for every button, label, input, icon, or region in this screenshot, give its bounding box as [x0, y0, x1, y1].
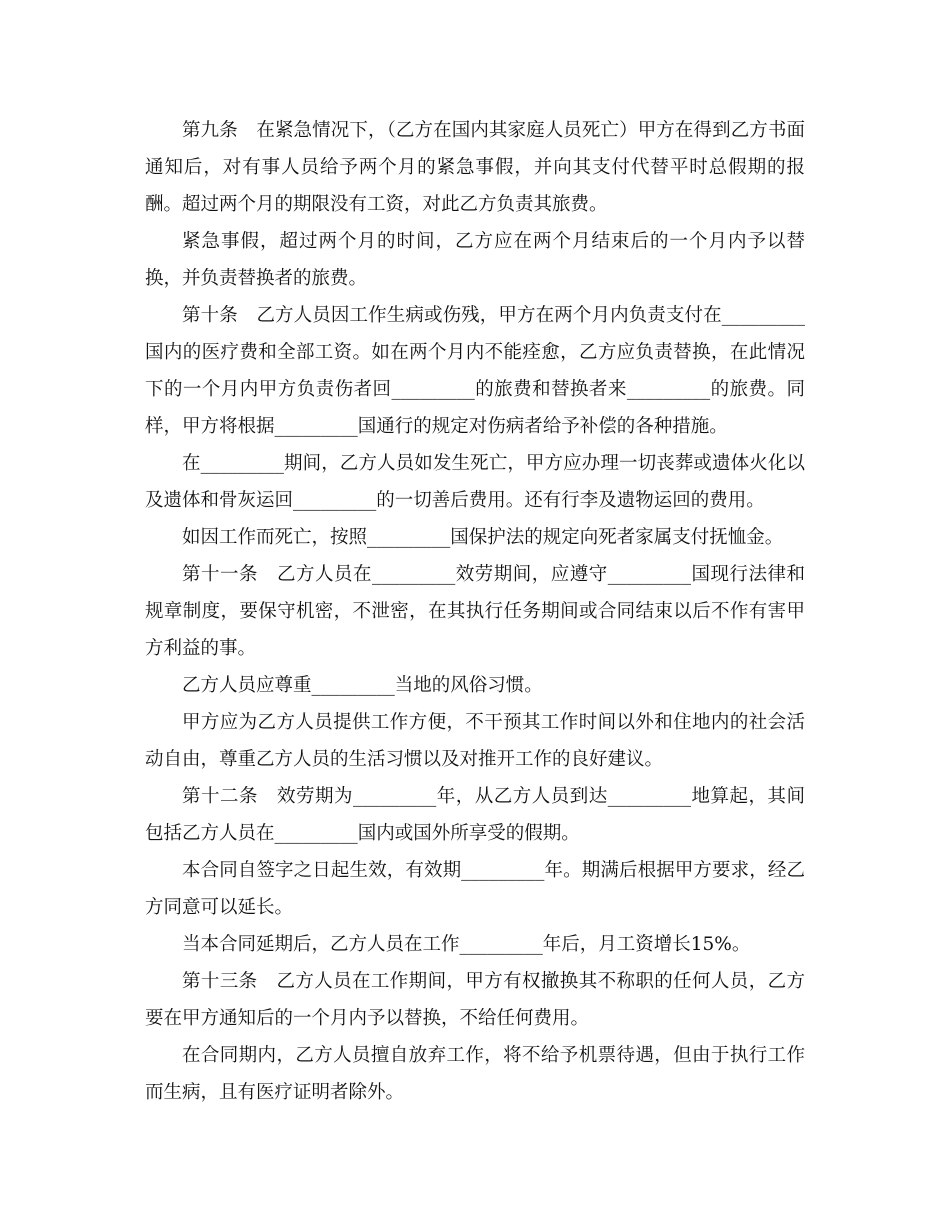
- paragraph-extension-salary: 当本合同延期后，乙方人员在工作_________年后，月工资增长15%。: [182, 934, 751, 955]
- paragraph-abandonment: 在合同期内，乙方人员擅自放弃工作，将不给予机票待遇，但由于执行工作而生病，且有医疗证明者除外。: [145, 1045, 805, 1103]
- paragraph-local-customs: 乙方人员应尊重_________当地的风俗习惯。: [182, 675, 543, 696]
- paragraph-validity: 本合同自签字之日起生效，有效期_________年。期满后根据甲方要求，经乙方同意可以延长。: [145, 860, 805, 918]
- paragraph-death-arrangements: 在_________期间，乙方人员如发生死亡，甲方应办理一切丧葬或遗体火化以及遗体和骨灰运回_________的一切善后费用。还有行李及遗物运回的费用。: [145, 453, 805, 511]
- paragraph-article-13: 第十三条 乙方人员在工作期间，甲方有权撤换其不称职的任何人员，乙方要在甲方通知后的一个月内予以替换，不给任何费用。: [145, 971, 805, 1029]
- paragraph-article-9: 第九条 在紧急情况下，（乙方在国内其家庭人员死亡）甲方在得到乙方书面通知后，对有事人员给予两个月的紧急事假，并向其支付代替平时总假期的报酬。超过两个月的期限没有工资，对此乙方负责其旅费。: [145, 120, 805, 215]
- paragraph-article-10: 第十条 乙方人员因工作生病或伤残，甲方在两个月内负责支付在_________国内的医疗费和全部工资。如在两个月内不能痊愈，乙方应负责替换，在此情况下的一个月内甲方负责伤者回_________的旅费和替换者来_________的旅费。同样，甲方将根据_________国通行的规定对伤病者给予补偿的各种措施。: [145, 305, 805, 437]
- paragraph-work-convenience: 甲方应为乙方人员提供工作方便，不干预其工作时间以外和住地内的社会活动自由，尊重乙方人员的生活习惯以及对推开工作的良好建议。: [145, 712, 805, 770]
- paragraph-pension: 如因工作而死亡，按照_________国保护法的规定向死者家属支付抚恤金。: [182, 527, 784, 548]
- paragraph-article-11: 第十一条 乙方人员在_________效劳期间，应遵守_________国现行法律和规章制度，要保守机密，不泄密，在其执行任务期间或合同结束以后不作有害甲方利益的事。: [145, 564, 805, 659]
- paragraph-article-12: 第十二条 效劳期为_________年，从乙方人员到达_________地算起，其间包括乙方人员在_________国内或国外所享受的假期。: [145, 786, 805, 844]
- paragraph-emergency-leave: 紧急事假，超过两个月的时间，乙方应在两个月结束后的一个月内予以替换，并负责替换者的旅费。: [145, 231, 805, 289]
